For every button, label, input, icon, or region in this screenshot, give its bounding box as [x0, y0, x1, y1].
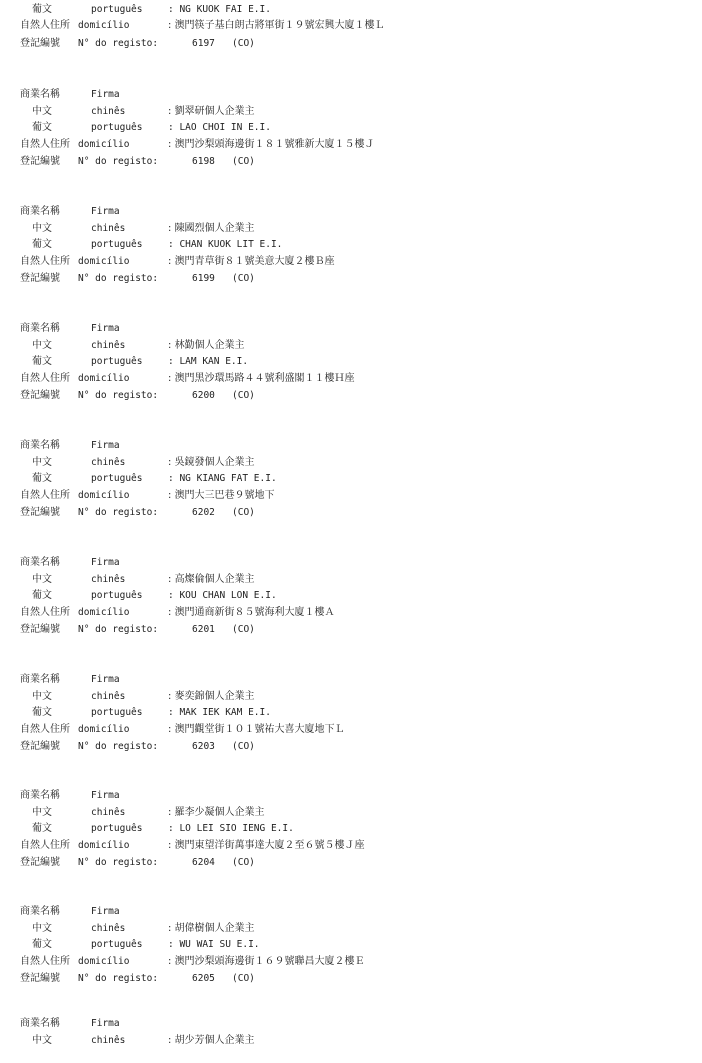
label-domicile-zh: 自然人住所 — [20, 956, 70, 967]
label-firm-zh: 商業名稱 — [20, 89, 60, 100]
label-domicile-zh: 自然人住所 — [20, 724, 70, 735]
reg-suffix: (CO) — [232, 624, 255, 635]
label-chinese-zh: 中文 — [32, 106, 52, 117]
label-reg-pt: N° do registo: — [78, 624, 159, 635]
label-firm-pt: Firma — [91, 790, 120, 801]
label-firm-zh: 商業名稱 — [20, 440, 60, 451]
chinese-name-value: 吳鏡發個人企業主 — [174, 457, 255, 468]
label-chinese-zh: 中文 — [32, 574, 52, 585]
reg-suffix: (CO) — [232, 507, 255, 518]
reg-number: 6201 — [192, 624, 215, 635]
label-chinese-pt: chinês — [91, 106, 126, 117]
label-domicile-zh: 自然人住所 — [20, 840, 70, 851]
label-port-pt: português — [91, 4, 143, 15]
label-chinese-zh: 中文 — [32, 691, 52, 702]
port-name-value: LAO CHOI IN E.I. — [179, 122, 271, 133]
chinese-name: : 劉翠研個人企業主 — [168, 106, 255, 117]
label-firm-zh: 商業名稱 — [20, 906, 60, 917]
label-port-zh: 葡文 — [32, 473, 52, 484]
port-name-value: KOU CHAN LON E.I. — [179, 590, 277, 601]
label-port-zh: 葡文 — [32, 590, 52, 601]
domicile: : 澳門通商新街８５號海利大廈１樓Ａ — [168, 607, 335, 618]
chinese-name-value: 胡偉樹個人企業主 — [174, 923, 255, 934]
chinese-name: : 陳國烈個人企業主 — [168, 223, 255, 234]
label-firm-zh: 商業名稱 — [20, 790, 60, 801]
chinese-name: : 林勤個人企業主 — [168, 340, 245, 351]
label-chinese-zh: 中文 — [32, 923, 52, 934]
label-reg-pt: N° do registo: — [78, 390, 159, 401]
domicile-value: 澳門通商新街８５號海利大廈１樓Ａ — [174, 607, 335, 618]
label-reg-zh: 登記編號 — [20, 38, 60, 49]
label-reg-pt: N° do registo: — [78, 156, 159, 167]
label-reg-pt: N° do registo: — [78, 38, 159, 49]
label-domicile-pt: domicílio — [78, 724, 130, 735]
port-name: : NG KUOK FAI E.I. — [168, 4, 271, 15]
label-reg-zh: 登記編號 — [20, 624, 60, 635]
reg-suffix: (CO) — [232, 38, 255, 49]
reg-number: 6203 — [192, 741, 215, 752]
label-domicile-pt: domicílio — [78, 373, 130, 384]
label-reg-pt: N° do registo: — [78, 507, 159, 518]
label-port-zh: 葡文 — [32, 122, 52, 133]
port-name-value: NG KUOK FAI E.I. — [179, 4, 271, 15]
label-chinese-pt: chinês — [91, 574, 126, 585]
chinese-name-value: 劉翠研個人企業主 — [174, 106, 255, 117]
label-firm-zh: 商業名稱 — [20, 674, 60, 685]
label-reg-zh: 登記編號 — [20, 390, 60, 401]
reg-suffix: (CO) — [232, 741, 255, 752]
port-name: : MAK IEK KAM E.I. — [168, 707, 271, 718]
label-port-pt: português — [91, 590, 143, 601]
label-chinese-pt: chinês — [91, 340, 126, 351]
domicile: : 澳門東望洋街萬事達大廈２至６號５樓Ｊ座 — [168, 840, 365, 851]
label-port-zh: 葡文 — [32, 356, 52, 367]
reg-suffix: (CO) — [232, 390, 255, 401]
label-port-pt: português — [91, 356, 143, 367]
label-chinese-zh: 中文 — [32, 807, 52, 818]
label-reg-zh: 登記編號 — [20, 973, 60, 984]
label-chinese-pt: chinês — [91, 1035, 126, 1046]
label-port-pt: português — [91, 239, 143, 250]
reg-number: 6198 — [192, 156, 215, 167]
label-firm-pt: Firma — [91, 906, 120, 917]
reg-number: 6204 — [192, 857, 215, 868]
label-domicile-zh: 自然人住所 — [20, 490, 70, 501]
label-firm-pt: Firma — [91, 674, 120, 685]
chinese-name: : 羅李少凝個人企業主 — [168, 807, 265, 818]
label-reg-zh: 登記編號 — [20, 507, 60, 518]
label-domicile-pt: domicílio — [78, 20, 130, 31]
label-domicile-zh: 自然人住所 — [20, 20, 70, 31]
label-domicile-zh: 自然人住所 — [20, 373, 70, 384]
label-firm-zh: 商業名稱 — [20, 323, 60, 334]
port-name-value: LAM KAN E.I. — [179, 356, 249, 367]
label-port-pt: português — [91, 122, 143, 133]
domicile: : 澳門沙梨頭海邊街１８１號雅新大廈１５樓Ｊ — [168, 139, 375, 150]
label-chinese-zh: 中文 — [32, 223, 52, 234]
label-domicile-pt: domicílio — [78, 840, 130, 851]
label-reg-zh: 登記編號 — [20, 273, 60, 284]
label-firm-zh: 商業名稱 — [20, 557, 60, 568]
domicile-value: 澳門大三巴巷９號地下 — [174, 490, 275, 501]
chinese-name: : 高燦倫個人企業主 — [168, 574, 255, 585]
label-reg-pt: N° do registo: — [78, 973, 159, 984]
reg-suffix: (CO) — [232, 857, 255, 868]
chinese-name-value: 高燦倫個人企業主 — [174, 574, 255, 585]
reg-suffix: (CO) — [232, 156, 255, 167]
port-name-value: NG KIANG FAT E.I. — [179, 473, 277, 484]
domicile-value: 澳門筷子基白朗古將軍街１９號宏興大廈１樓Ｌ — [174, 20, 385, 31]
label-domicile-pt: domicílio — [78, 490, 130, 501]
chinese-name-value: 麥奕錦個人企業主 — [174, 691, 255, 702]
reg-suffix: (CO) — [232, 973, 255, 984]
port-name-value: WU WAI SU E.I. — [179, 939, 260, 950]
label-firm-pt: Firma — [91, 89, 120, 100]
reg-number: 6200 — [192, 390, 215, 401]
label-chinese-pt: chinês — [91, 691, 126, 702]
label-chinese-zh: 中文 — [32, 340, 52, 351]
port-name: : WU WAI SU E.I. — [168, 939, 260, 950]
label-firm-zh: 商業名稱 — [20, 206, 60, 217]
domicile-value: 澳門沙梨頭海邊街１６９號聯昌大廈２樓Ｅ — [174, 956, 365, 967]
port-name: : LAM KAN E.I. — [168, 356, 249, 367]
label-port-pt: português — [91, 473, 143, 484]
domicile-value: 澳門黑沙環馬路４４號利盛閣１１樓Ｈ座 — [174, 373, 355, 384]
port-name-value: MAK IEK KAM E.I. — [179, 707, 271, 718]
label-chinese-zh: 中文 — [32, 457, 52, 468]
label-port-zh: 葡文 — [32, 823, 52, 834]
port-name: : KOU CHAN LON E.I. — [168, 590, 277, 601]
label-port-zh: 葡文 — [32, 939, 52, 950]
domicile-value: 澳門觀堂街１０１號祐大喜大廈地下Ｌ — [174, 724, 345, 735]
domicile: : 澳門筷子基白朗古將軍街１９號宏興大廈１樓Ｌ — [168, 20, 385, 31]
domicile-value: 澳門青草街８１號美意大廈２樓Ｂ座 — [174, 256, 335, 267]
chinese-name-value: 胡少芳個人企業主 — [174, 1035, 255, 1046]
label-chinese-pt: chinês — [91, 457, 126, 468]
label-chinese-pt: chinês — [91, 807, 126, 818]
reg-suffix: (CO) — [232, 273, 255, 284]
label-port-pt: português — [91, 707, 143, 718]
chinese-name: : 胡偉樹個人企業主 — [168, 923, 255, 934]
chinese-name-value: 羅李少凝個人企業主 — [174, 807, 265, 818]
port-name: : NG KIANG FAT E.I. — [168, 473, 277, 484]
label-firm-zh: 商業名稱 — [20, 1018, 60, 1029]
port-name: : LAO CHOI IN E.I. — [168, 122, 271, 133]
label-reg-pt: N° do registo: — [78, 273, 159, 284]
chinese-name-value: 陳國烈個人企業主 — [174, 223, 255, 234]
label-domicile-pt: domicílio — [78, 607, 130, 618]
label-firm-pt: Firma — [91, 440, 120, 451]
label-chinese-pt: chinês — [91, 223, 126, 234]
domicile: : 澳門青草街８１號美意大廈２樓Ｂ座 — [168, 256, 335, 267]
label-port-zh: 葡文 — [32, 4, 52, 15]
label-chinese-zh: 中文 — [32, 1035, 52, 1046]
label-reg-zh: 登記編號 — [20, 857, 60, 868]
label-port-zh: 葡文 — [32, 239, 52, 250]
label-domicile-pt: domicílio — [78, 256, 130, 267]
label-reg-zh: 登記編號 — [20, 156, 60, 167]
reg-number: 6202 — [192, 507, 215, 518]
chinese-name: : 麥奕錦個人企業主 — [168, 691, 255, 702]
domicile-value: 澳門東望洋街萬事達大廈２至６號５樓Ｊ座 — [174, 840, 365, 851]
port-name: : LO LEI SIO IENG E.I. — [168, 823, 294, 834]
label-chinese-pt: chinês — [91, 923, 126, 934]
label-domicile-zh: 自然人住所 — [20, 607, 70, 618]
label-port-pt: português — [91, 939, 143, 950]
domicile: : 澳門觀堂街１０１號祐大喜大廈地下Ｌ — [168, 724, 345, 735]
label-domicile-pt: domicílio — [78, 956, 130, 967]
chinese-name-value: 林勤個人企業主 — [174, 340, 245, 351]
chinese-name: : 吳鏡發個人企業主 — [168, 457, 255, 468]
reg-number: 6199 — [192, 273, 215, 284]
label-reg-zh: 登記編號 — [20, 741, 60, 752]
label-firm-pt: Firma — [91, 206, 120, 217]
chinese-name: : 胡少芳個人企業主 — [168, 1035, 255, 1046]
domicile-value: 澳門沙梨頭海邊街１８１號雅新大廈１５樓Ｊ — [174, 139, 375, 150]
label-port-zh: 葡文 — [32, 707, 52, 718]
label-firm-pt: Firma — [91, 1018, 120, 1029]
port-name-value: LO LEI SIO IENG E.I. — [179, 823, 294, 834]
label-domicile-pt: domicílio — [78, 139, 130, 150]
label-domicile-zh: 自然人住所 — [20, 256, 70, 267]
reg-number: 6205 — [192, 973, 215, 984]
label-domicile-zh: 自然人住所 — [20, 139, 70, 150]
port-name: : CHAN KUOK LIT E.I. — [168, 239, 283, 250]
label-reg-pt: N° do registo: — [78, 857, 159, 868]
label-firm-pt: Firma — [91, 323, 120, 334]
reg-number: 6197 — [192, 38, 215, 49]
domicile: : 澳門大三巴巷９號地下 — [168, 490, 275, 501]
port-name-value: CHAN KUOK LIT E.I. — [179, 239, 283, 250]
label-port-pt: português — [91, 823, 143, 834]
label-reg-pt: N° do registo: — [78, 741, 159, 752]
label-firm-pt: Firma — [91, 557, 120, 568]
domicile: : 澳門黑沙環馬路４４號利盛閣１１樓Ｈ座 — [168, 373, 355, 384]
domicile: : 澳門沙梨頭海邊街１６９號聯昌大廈２樓Ｅ — [168, 956, 365, 967]
